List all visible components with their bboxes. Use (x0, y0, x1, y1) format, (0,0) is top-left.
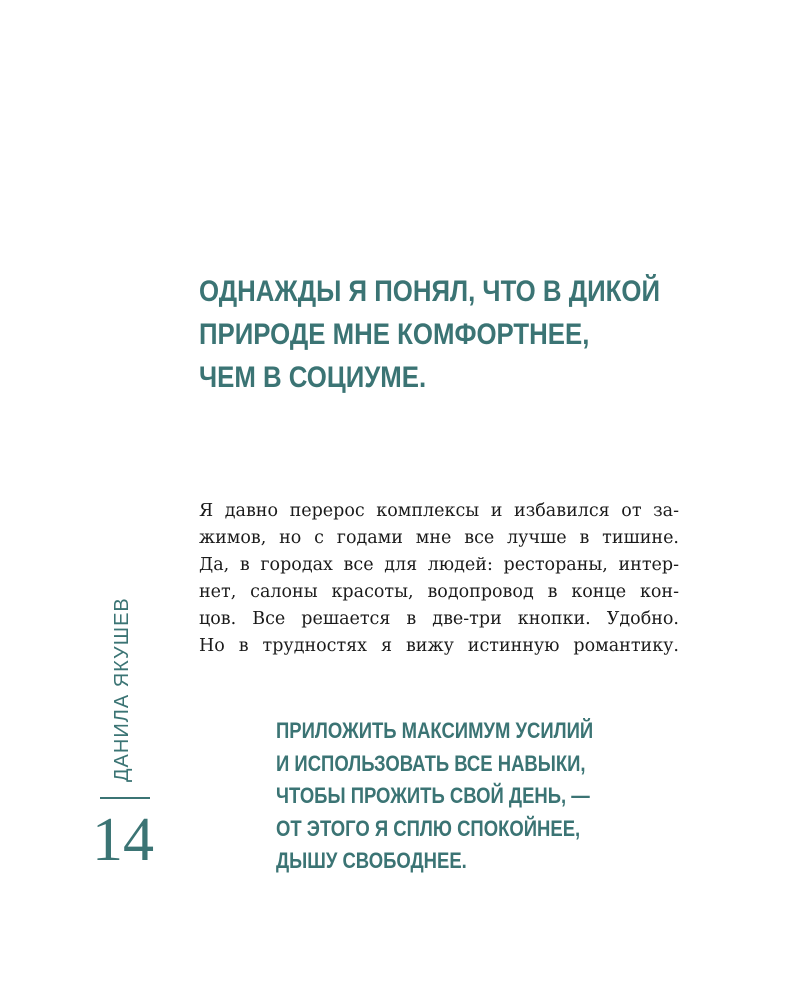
quote-line: ОТ ЭТОГО Я СПЛЮ СПОКОЙНЕЕ, (276, 815, 581, 841)
author-name: ДАНИЛА ЯКУШЕВ (111, 597, 133, 782)
heading-line: ЧЕМ В СОЦИУМЕ. (199, 361, 427, 394)
body-line: нет, салоны красоты, водопровод в конце кон- (199, 582, 679, 602)
body-line: цов. Все решается в две-три кнопки. Удобно. (199, 609, 679, 629)
page-number: 14 (92, 806, 154, 874)
footer-divider (100, 797, 150, 799)
body-paragraph (199, 498, 679, 660)
quote-line: ПРИЛОЖИТЬ МАКСИМУМ УСИЛИЙ (276, 718, 594, 743)
body-line: Но в трудностях я вижу истинную романтику. (199, 636, 679, 656)
body-line: Я давно перерос комплексы и избавился от за- (199, 501, 679, 521)
pull-quote (276, 715, 629, 878)
heading-line: ПРИРОДЕ МНЕ КОМФОРТНЕЕ, (199, 318, 590, 351)
quote-line: ДЫШУ СВОБОДНЕЕ. (276, 848, 467, 873)
heading-line: ОДНАЖДЫ Я ПОНЯЛ, ЧТО В ДИКОЙ (199, 275, 661, 308)
body-line: Да, в городах все для людей: рестораны, интер- (199, 555, 679, 575)
quote-line: ЧТОБЫ ПРОЖИТЬ СВОЙ ДЕНЬ, — (276, 783, 590, 808)
chapter-heading (199, 270, 661, 399)
body-line: жимов, но с годами мне все лучше в тишине. (199, 528, 679, 548)
quote-line: И ИСПОЛЬЗОВАТЬ ВСЕ НАВЫКИ, (276, 750, 586, 776)
